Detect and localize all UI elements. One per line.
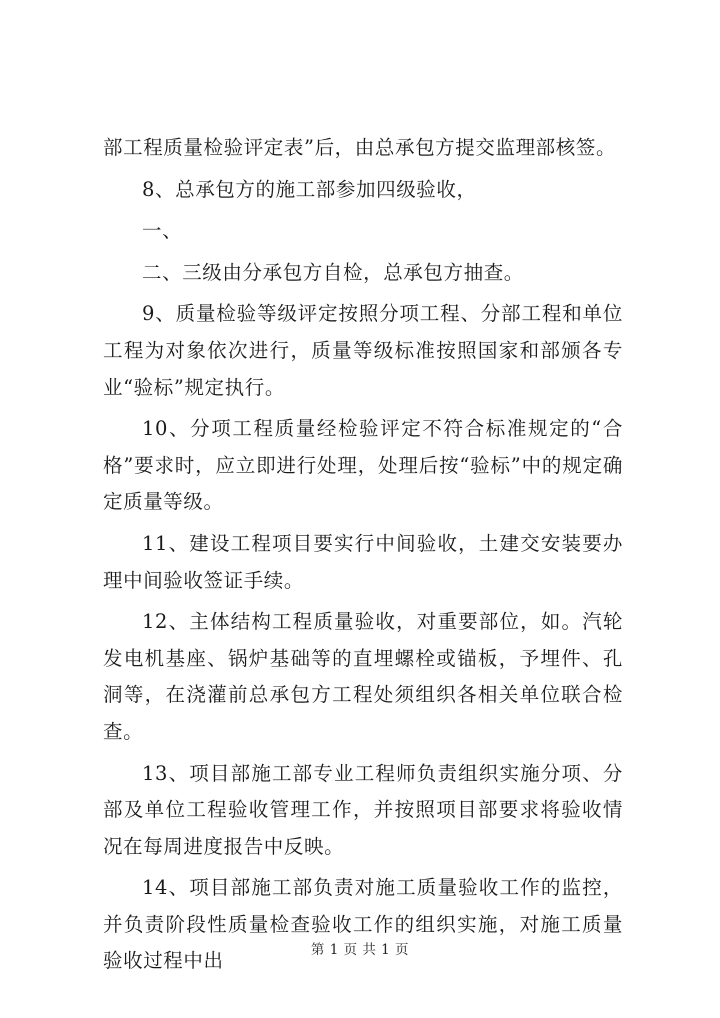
paragraph: 11、建设工程项目要实行中间验收，土建交安装要办理中间验收签证手续。 [103,531,623,592]
paragraph: 部工程质量检验评定表”后，由总承包方提交监理部核签。 [103,136,617,159]
paragraph: 12、主体结构工程质量验收，对重要部位，如。汽轮发电机基座、锅炉基础等的直埋螺栓或锚板，予埋件、孔洞等，在浇灌前总承包方工程处须组织各相关单位联合检查。 [103,610,623,743]
page-footer: 第 1 页 共 1 页 [310,942,410,958]
paragraph: 13、项目部施工部专业工程师负责组织实施分项、分部及单位工程验收管理工作，并按照项目部要求将验收情况在每周进度报告中反映。 [103,761,623,858]
paragraph: 14、项目部施工部负责对施工质量验收工作的监控，并负责阶段性质量检查验收工作的组织实施，对施工质量验收过程中出 [103,876,623,973]
paragraph: 10、分项工程质量经检验评定不符合标准规定的“合格”要求时，应立即进行处理，处理后按“验标”中的规定确定质量等级。 [103,417,623,514]
paragraph: 二、三级由分承包方自检，总承包方抽查。 [142,260,524,284]
document-body [103,130,623,985]
paragraph: 8、总承包方的施工部参加四级验收， [142,177,477,201]
paragraph: 一、 [142,219,183,243]
paragraph: 9、质量检验等级评定按照分项工程、分部工程和单位工程为对象依次进行，质量等级标准按照国家和部颁各专业“验标”规定执行。 [103,302,623,399]
